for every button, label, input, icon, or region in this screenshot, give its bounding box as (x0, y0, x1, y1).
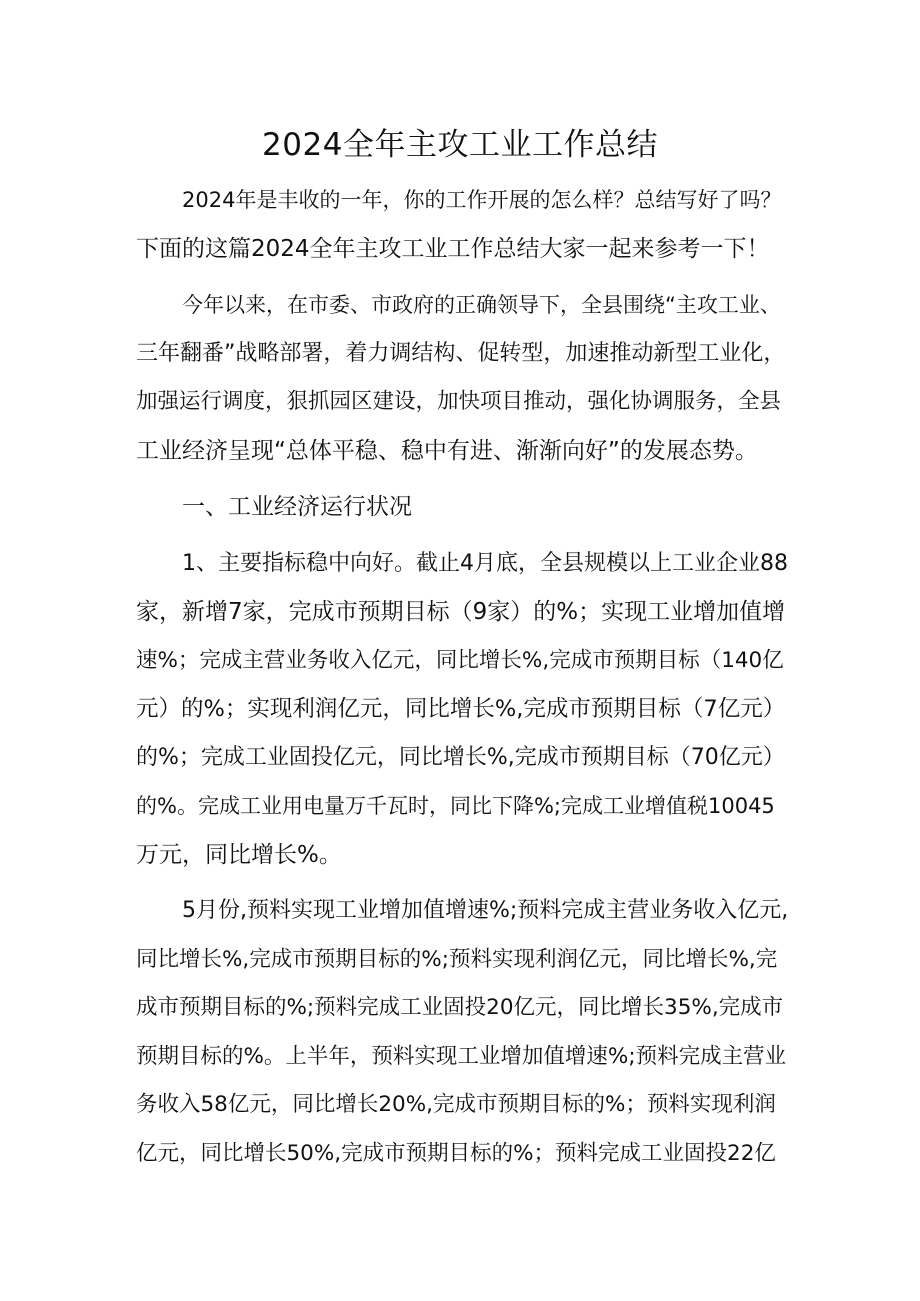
text-line: 元）的%；实现利润亿元，同比增长%,完成市预期目标（7亿元） (136, 696, 786, 722)
text-line: 成市预期目标的%;预料完成工业固投20亿元，同比增长35%,完成市 (136, 995, 784, 1020)
text-line: 2024年是丰收的一年，你的工作开展的怎么样？总结写好了吗？ (182, 188, 782, 212)
text-line: 家，新增7家，完成市预期目标（9家）的%；实现工业增加值增 (136, 599, 786, 625)
paragraph-overview (136, 281, 788, 475)
text-line: 万元，同比增长%。 (136, 841, 342, 868)
text-line: 的%；完成工业固投亿元，同比增长%,完成市预期目标（70亿元） (136, 744, 785, 770)
text-line: 加强运行调度，狠抓园区建设，加快项目推动，强化协调服务，全县 (136, 389, 782, 414)
text-line: 的%。完成工业用电量万千瓦时，同比下降%;完成工业增值税10045 (136, 794, 775, 818)
text-line: 三年翻番”战略部署，着力调结构、促转型，加速推动新型工业化， (136, 340, 786, 366)
document-body (136, 176, 788, 1178)
text-line: 5月份,预料实现工业增加值增速%;预料完成主营业务收入亿元, (182, 898, 789, 923)
text-line: 1、主要指标稳中向好。截止4月底，全县规模以上工业企业88 (182, 550, 788, 576)
text-line: 务收入58亿元，同比增长20%,完成市预期目标的%；预料实现利润 (136, 1092, 776, 1117)
text-line: 预期目标的%。上半年，预料实现工业增加值增速%;预料完成主营业 (136, 1043, 787, 1069)
text-line: 同比增长%,完成市预期目标的%;预料实现利润亿元，同比增长%,完 (136, 946, 778, 972)
text-line: 一、工业经济运行状况 (182, 494, 412, 520)
text-line: 亿元，同比增长50%,完成市预期目标的%；预料完成工业固投22亿 (136, 1140, 776, 1166)
text-line: 今年以来，在市委、市政府的正确领导下，全县围绕“主攻工业、 (182, 293, 781, 317)
paragraph-forecast (136, 887, 788, 1178)
paragraph-indicators (136, 540, 788, 880)
section-heading (136, 483, 788, 532)
document-title: 2024全年主攻工业工作总结 (262, 127, 658, 163)
text-line: 下面的这篇2024全年主攻工业工作总结大家一起来参考一下！ (136, 235, 770, 262)
paragraph-intro (136, 176, 788, 273)
text-line: 工业经济呈现“总体平稳、稳中有进、渐渐向好”的发展态势。 (136, 437, 758, 464)
text-line: 速%；完成主营业务收入亿元，同比增长%,完成市预期目标（140亿 (136, 647, 784, 673)
